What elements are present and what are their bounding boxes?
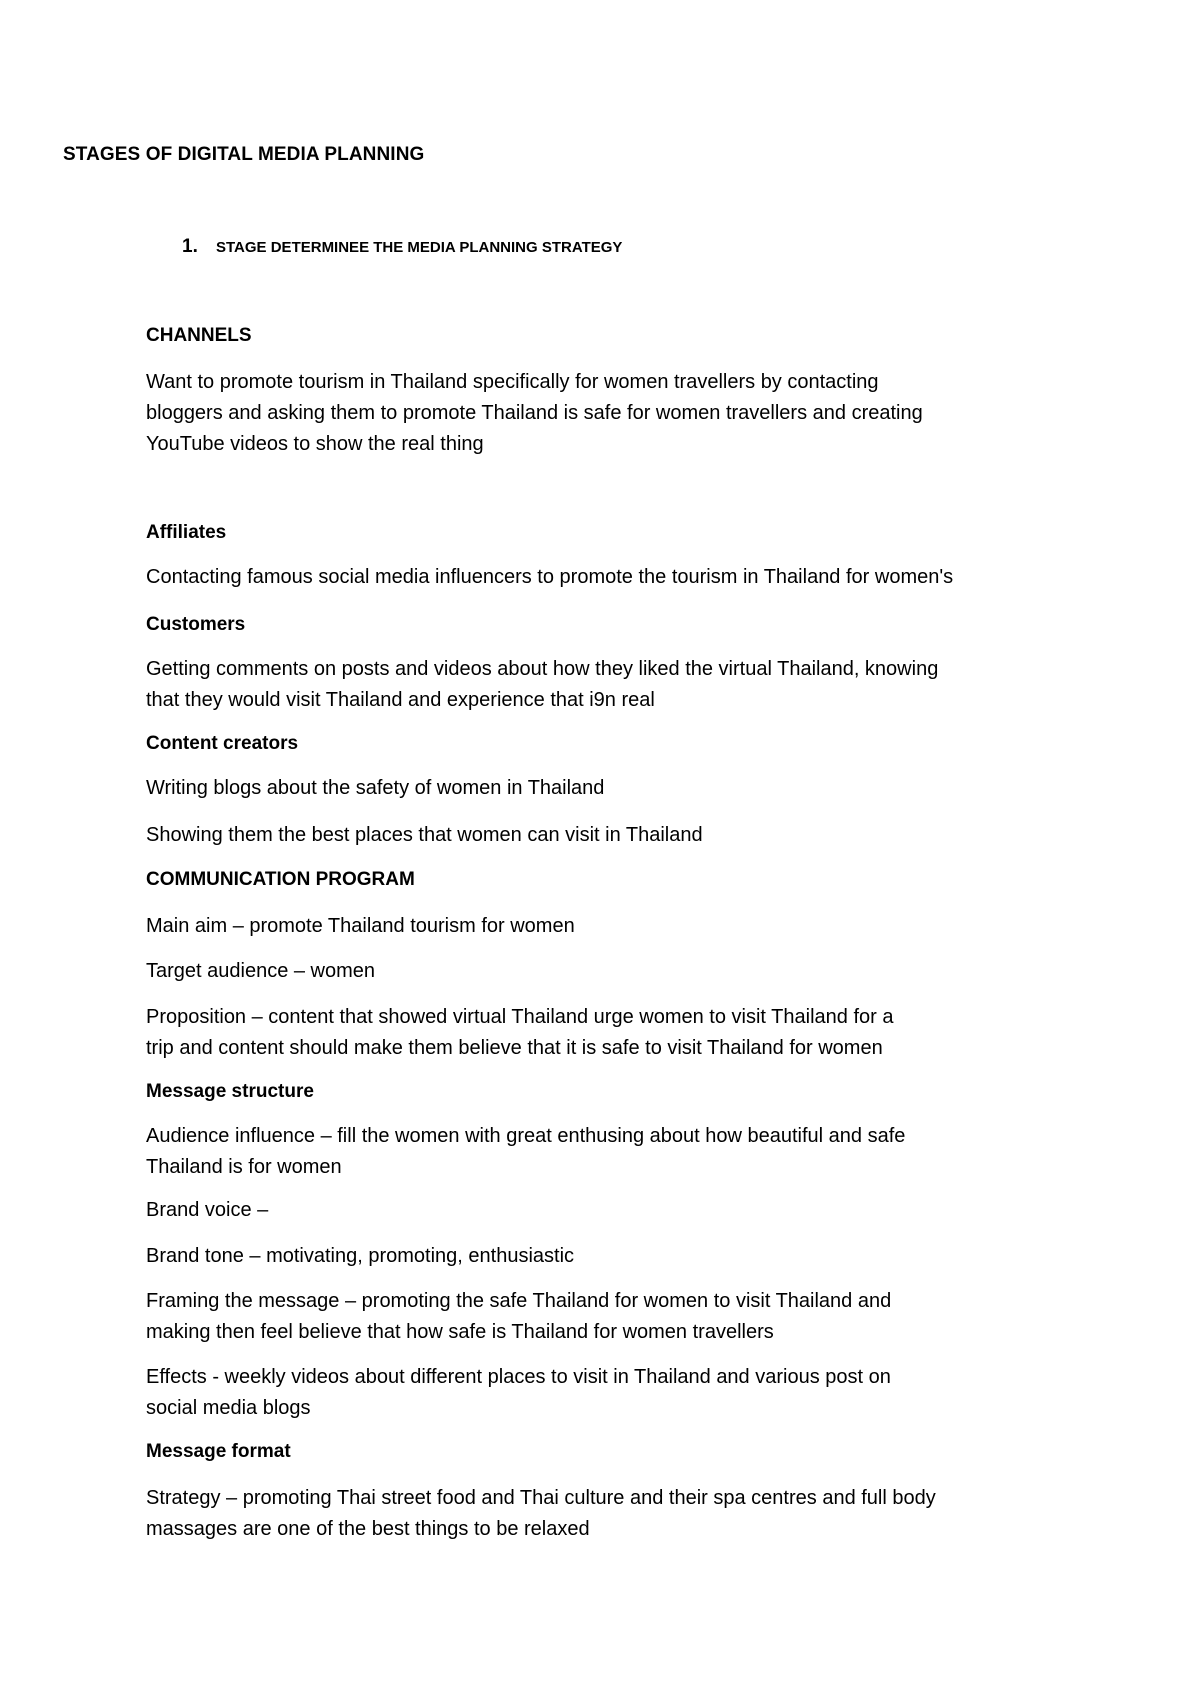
communication-program-heading: COMMUNICATION PROGRAM <box>146 869 415 890</box>
affiliates-line-1: Contacting famous social media influencers to promote the tourism in Thailand for women's <box>146 566 954 588</box>
audience-influence-paragraph <box>146 1121 1066 1183</box>
customers-line-2: that they would visit Thailand and experience that i9n real <box>146 689 655 711</box>
proposition-line-1: Proposition – content that showed virtual Thailand urge women to visit Thailand for a <box>146 1006 894 1028</box>
framing-paragraph <box>146 1286 1066 1348</box>
content-creators-line-2: Showing them the best places that women can visit in Thailand <box>146 824 703 846</box>
stage-heading <box>182 236 622 258</box>
customers-heading: Customers <box>146 614 246 635</box>
channels-heading: CHANNELS <box>146 325 252 346</box>
framing-line-2: making then feel believe that how safe is Thailand for women travellers <box>146 1321 774 1343</box>
customers-line-1: Getting comments on posts and videos about how they liked the virtual Thailand, knowing <box>146 658 939 680</box>
content-creators-heading: Content creators <box>146 733 299 754</box>
stage-text: STAGE DETERMINEE THE MEDIA PLANNING STRATEGY <box>216 239 623 256</box>
affiliates-paragraph <box>146 562 1066 593</box>
strategy-paragraph <box>146 1483 1066 1545</box>
brand-voice-text: Brand voice – <box>146 1199 269 1221</box>
channels-line-1: Want to promote tourism in Thailand specifically for women travellers by contacting <box>146 371 879 393</box>
channels-paragraph <box>146 367 1066 460</box>
effects-line-2: social media blogs <box>146 1397 311 1419</box>
affiliates-heading: Affiliates <box>146 522 227 543</box>
proposition-paragraph <box>146 1002 1066 1064</box>
strategy-line-2: massages are one of the best things to be relaxed <box>146 1518 590 1540</box>
content-creators-line-1: Writing blogs about the safety of women in Thailand <box>146 777 605 799</box>
brand-tone-text: Brand tone – motivating, promoting, enthusiastic <box>146 1245 575 1267</box>
effects-line-1: Effects - weekly videos about different places to visit in Thailand and various post on <box>146 1366 891 1388</box>
customers-paragraph <box>146 654 1066 716</box>
document-title: STAGES OF DIGITAL MEDIA PLANNING <box>63 144 425 165</box>
message-format-heading: Message format <box>146 1441 291 1462</box>
framing-line-1: Framing the message – promoting the safe Thailand for women to visit Thailand and <box>146 1290 892 1312</box>
strategy-line-1: Strategy – promoting Thai street food and Thai culture and their spa centres and full body <box>146 1487 936 1509</box>
channels-line-2: bloggers and asking them to promote Thailand is safe for women travellers and creating <box>146 402 923 424</box>
proposition-line-2: trip and content should make them believe that it is safe to visit Thailand for women <box>146 1037 883 1059</box>
target-audience-text: Target audience – women <box>146 960 376 982</box>
audience-influence-line-1: Audience influence – fill the women with great enthusing about how beautiful and safe <box>146 1125 906 1147</box>
audience-influence-line-2: Thailand is for women <box>146 1156 342 1178</box>
stage-number: 1. <box>182 236 198 257</box>
message-structure-heading: Message structure <box>146 1081 314 1102</box>
channels-line-3: YouTube videos to show the real thing <box>146 433 484 455</box>
main-aim-text: Main aim – promote Thailand tourism for women <box>146 915 575 937</box>
effects-paragraph <box>146 1362 1066 1424</box>
